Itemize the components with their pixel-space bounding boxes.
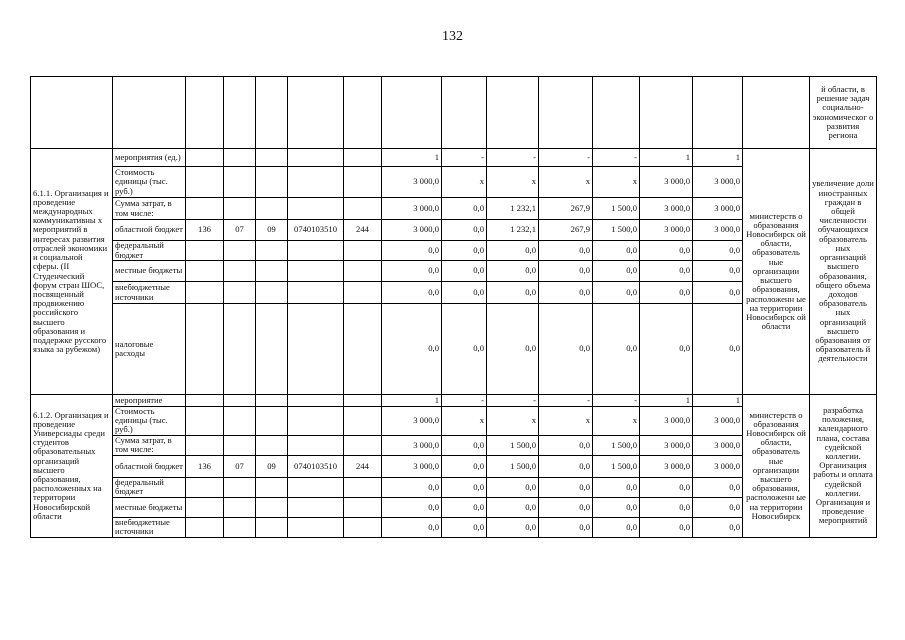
value-cell: 0,0 <box>593 304 640 395</box>
section-code <box>224 435 256 455</box>
target-article-code <box>288 435 344 455</box>
grbs-code <box>186 395 224 407</box>
value-cell: 267,9 <box>539 220 593 241</box>
value-cell: 0,0 <box>593 477 640 497</box>
expense-type-code <box>344 167 382 198</box>
indicator-label: Сумма затрат, в том числе: <box>113 198 186 220</box>
value-cell: 0,0 <box>640 261 693 282</box>
table-row <box>31 395 877 407</box>
value-cell: 1 <box>640 395 693 407</box>
value-cell: 1 <box>640 149 693 167</box>
value-cell: 0,0 <box>693 517 743 537</box>
value-cell: 3 000,0 <box>693 435 743 455</box>
value-cell: 0,0 <box>442 455 487 477</box>
value-cell: 0,0 <box>539 497 593 517</box>
value-cell: 0,0 <box>382 497 442 517</box>
value-cell: 3 000,0 <box>640 455 693 477</box>
value-cell: 0,0 <box>539 241 593 261</box>
value-cell: 1 <box>382 149 442 167</box>
value-cell: - <box>487 395 539 407</box>
value-cell: 3 000,0 <box>693 198 743 220</box>
value-cell: 267,9 <box>539 198 593 220</box>
subsection-code <box>256 261 288 282</box>
program-table <box>30 76 877 538</box>
expense-type-code <box>344 149 382 167</box>
section-code <box>224 395 256 407</box>
value-cell: 0,0 <box>442 497 487 517</box>
indicator-label: Стоимость единицы (тыс. руб.) <box>113 407 186 436</box>
value-cell: - <box>442 149 487 167</box>
value-cell: 0,0 <box>487 241 539 261</box>
indicator-label: федеральный бюджет <box>113 477 186 497</box>
executor: министерств о образования Новосибирск ой области, образователь ные организации высшего образования, расположенн ые на территории Новосибирск ой области <box>743 149 810 395</box>
subsection-code: 09 <box>256 220 288 241</box>
value-cell: 0,0 <box>539 261 593 282</box>
value-cell: 0,0 <box>693 282 743 304</box>
indicator-label: Сумма затрат, в том числе: <box>113 435 186 455</box>
subsection-code <box>256 304 288 395</box>
value-cell: х <box>593 407 640 436</box>
value-cell: 3 000,0 <box>693 167 743 198</box>
value-cell: 0,0 <box>593 261 640 282</box>
indicator-label: налоговые расходы <box>113 304 186 395</box>
value-cell: 0,0 <box>487 261 539 282</box>
section-code <box>224 149 256 167</box>
grbs-code <box>186 497 224 517</box>
value-cell: 1 500,0 <box>593 220 640 241</box>
value-cell: 0,0 <box>382 517 442 537</box>
value-cell: 0,0 <box>487 517 539 537</box>
value-cell: 0,0 <box>593 241 640 261</box>
grbs-code <box>186 149 224 167</box>
value-cell: 0,0 <box>487 304 539 395</box>
expected-result: увеличение доли иностранных граждан в общей численности обучающихся образователь ных организаций высшего образования, общего объема доходов образователь ных организаций высшего образования от образователь й деятельности <box>810 149 877 395</box>
subsection-code <box>256 517 288 537</box>
value-cell: 0,0 <box>693 497 743 517</box>
expense-type-code <box>344 497 382 517</box>
target-article-code <box>288 261 344 282</box>
subsection-code <box>256 497 288 517</box>
value-cell: 3 000,0 <box>640 435 693 455</box>
indicator-label: областной бюджет <box>113 220 186 241</box>
value-cell: 0,0 <box>693 477 743 497</box>
value-cell: 0,0 <box>487 282 539 304</box>
indicator-label: внебюджетные источники <box>113 282 186 304</box>
value-cell: - <box>539 395 593 407</box>
indicator-label: местные бюджеты <box>113 497 186 517</box>
target-article-code <box>288 282 344 304</box>
value-cell: х <box>593 167 640 198</box>
value-cell: 0,0 <box>640 497 693 517</box>
subsection-code <box>256 282 288 304</box>
section-code <box>224 497 256 517</box>
indicator-label: мероприятие <box>113 395 186 407</box>
value-cell: 0,0 <box>640 241 693 261</box>
value-cell: 0,0 <box>382 304 442 395</box>
target-article-code: 0740103510 <box>288 220 344 241</box>
value-cell: 0,0 <box>382 261 442 282</box>
expense-type-code <box>344 395 382 407</box>
value-cell: 0,0 <box>593 282 640 304</box>
value-cell: 0,0 <box>382 477 442 497</box>
value-cell: 0,0 <box>442 198 487 220</box>
value-cell: 3 000,0 <box>640 220 693 241</box>
target-article-code <box>288 149 344 167</box>
page-number: 132 <box>442 29 463 44</box>
subsection-code <box>256 241 288 261</box>
table-row <box>31 149 877 167</box>
subsection-code: 09 <box>256 455 288 477</box>
expense-type-code <box>344 241 382 261</box>
value-cell: 1 232,1 <box>487 198 539 220</box>
grbs-code <box>186 304 224 395</box>
target-article-code <box>288 407 344 436</box>
expense-type-code: 244 <box>344 220 382 241</box>
value-cell: 0,0 <box>382 241 442 261</box>
value-cell: 0,0 <box>487 497 539 517</box>
value-cell: - <box>593 395 640 407</box>
value-cell: 0,0 <box>539 304 593 395</box>
grbs-code <box>186 407 224 436</box>
target-article-code <box>288 477 344 497</box>
grbs-code: 136 <box>186 220 224 241</box>
expense-type-code <box>344 261 382 282</box>
grbs-code <box>186 198 224 220</box>
subsection-code <box>256 407 288 436</box>
grbs-code <box>186 282 224 304</box>
expense-type-code <box>344 304 382 395</box>
target-article-code <box>288 517 344 537</box>
value-cell: х <box>442 167 487 198</box>
section-code <box>224 407 256 436</box>
value-cell: 3 000,0 <box>382 455 442 477</box>
section-code <box>224 261 256 282</box>
value-cell: 3 000,0 <box>382 198 442 220</box>
target-article-code <box>288 167 344 198</box>
subsection-code <box>256 149 288 167</box>
value-cell: 0,0 <box>442 282 487 304</box>
subsection-code <box>256 198 288 220</box>
section-code: 07 <box>224 455 256 477</box>
value-cell: 0,0 <box>539 455 593 477</box>
value-cell: х <box>539 407 593 436</box>
target-article-code <box>288 395 344 407</box>
value-cell: 1 500,0 <box>593 455 640 477</box>
value-cell: 0,0 <box>442 517 487 537</box>
value-cell: 3 000,0 <box>382 407 442 436</box>
measure-name: 6.1.1. Организация и проведение международных коммуникативны х мероприятий в интересах развития отраслей экономики и социальной сферы. (II Студенческий форум стран ШОС, посвященный продвижению российского высшего образования и поддержке русского языка за рубежом) <box>31 149 113 395</box>
value-cell: 0,0 <box>442 477 487 497</box>
value-cell: 3 000,0 <box>693 455 743 477</box>
value-cell: - <box>442 395 487 407</box>
value-cell: 0,0 <box>693 304 743 395</box>
value-cell: - <box>539 149 593 167</box>
value-cell: 1 500,0 <box>593 435 640 455</box>
value-cell: 0,0 <box>593 497 640 517</box>
indicator-label: областной бюджет <box>113 455 186 477</box>
value-cell: - <box>487 149 539 167</box>
section-code <box>224 282 256 304</box>
value-cell: 0,0 <box>593 517 640 537</box>
goal-continuation: й области, в решение задач социально-экономическог о развития региона <box>810 77 877 149</box>
value-cell: 0,0 <box>442 435 487 455</box>
value-cell: 0,0 <box>640 517 693 537</box>
value-cell: 0,0 <box>693 241 743 261</box>
expense-type-code <box>344 477 382 497</box>
section-code <box>224 304 256 395</box>
subsection-code <box>256 395 288 407</box>
value-cell: 0,0 <box>640 304 693 395</box>
value-cell: х <box>487 167 539 198</box>
value-cell: 0,0 <box>693 261 743 282</box>
value-cell: 0,0 <box>382 282 442 304</box>
subsection-code <box>256 435 288 455</box>
value-cell: 0,0 <box>442 241 487 261</box>
value-cell: 1 <box>693 395 743 407</box>
expense-type-code <box>344 282 382 304</box>
value-cell: 1 <box>382 395 442 407</box>
target-article-code <box>288 304 344 395</box>
target-article-code <box>288 241 344 261</box>
value-cell: 3 000,0 <box>382 167 442 198</box>
indicator-label: Стоимость единицы (тыс. руб.) <box>113 167 186 198</box>
grbs-code <box>186 435 224 455</box>
value-cell: 0,0 <box>640 282 693 304</box>
value-cell: 0,0 <box>442 304 487 395</box>
subsection-code <box>256 167 288 198</box>
expense-type-code <box>344 198 382 220</box>
target-article-code <box>288 497 344 517</box>
value-cell: 0,0 <box>539 282 593 304</box>
grbs-code <box>186 167 224 198</box>
value-cell: 1 232,1 <box>487 220 539 241</box>
value-cell: 1 500,0 <box>487 455 539 477</box>
grbs-code <box>186 261 224 282</box>
section-code <box>224 517 256 537</box>
indicator-label: внебюджетные источники <box>113 517 186 537</box>
expense-type-code <box>344 517 382 537</box>
value-cell: 0,0 <box>539 517 593 537</box>
subsection-code <box>256 477 288 497</box>
section-code: 07 <box>224 220 256 241</box>
section-code <box>224 477 256 497</box>
value-cell: 3 000,0 <box>693 407 743 436</box>
grbs-code <box>186 517 224 537</box>
indicator-label: мероприятия (ед.) <box>113 149 186 167</box>
value-cell: - <box>593 149 640 167</box>
section-code <box>224 241 256 261</box>
indicator-label: местные бюджеты <box>113 261 186 282</box>
value-cell: х <box>487 407 539 436</box>
grbs-code: 136 <box>186 455 224 477</box>
target-article-code: 0740103510 <box>288 455 344 477</box>
value-cell: 0,0 <box>539 435 593 455</box>
grbs-code <box>186 241 224 261</box>
value-cell: х <box>539 167 593 198</box>
value-cell: 0,0 <box>487 477 539 497</box>
expense-type-code <box>344 435 382 455</box>
measure-name: 6.1.2. Организация и проведение Универсиады среди студентов образовательных организаций высшего образования, расположенных на территории Новосибирской области <box>31 395 113 538</box>
section-code <box>224 167 256 198</box>
grbs-code <box>186 477 224 497</box>
value-cell: х <box>442 407 487 436</box>
value-cell: 3 000,0 <box>640 198 693 220</box>
expense-type-code <box>344 407 382 436</box>
value-cell: 1 500,0 <box>593 198 640 220</box>
value-cell: 0,0 <box>442 261 487 282</box>
target-article-code <box>288 198 344 220</box>
value-cell: 3 000,0 <box>382 435 442 455</box>
value-cell: 1 500,0 <box>487 435 539 455</box>
value-cell: 0,0 <box>640 477 693 497</box>
value-cell: 0,0 <box>539 477 593 497</box>
expected-result: разработка положения, календарного плана, состава судейской коллегии. Организация работы и оплата судейской коллегии. Организация и проведение мероприятий <box>810 395 877 538</box>
value-cell: 1 <box>693 149 743 167</box>
value-cell: 3 000,0 <box>640 167 693 198</box>
section-code <box>224 198 256 220</box>
expense-type-code: 244 <box>344 455 382 477</box>
continuation-row <box>31 77 877 149</box>
value-cell: 3 000,0 <box>382 220 442 241</box>
indicator-label: федеральный бюджет <box>113 241 186 261</box>
executor: министерств о образования Новосибирск ой области, образователь ные организации высшего образования, расположенн ые на территории Новосибирск <box>743 395 810 538</box>
value-cell: 3 000,0 <box>640 407 693 436</box>
value-cell: 3 000,0 <box>693 220 743 241</box>
value-cell: 0,0 <box>442 220 487 241</box>
